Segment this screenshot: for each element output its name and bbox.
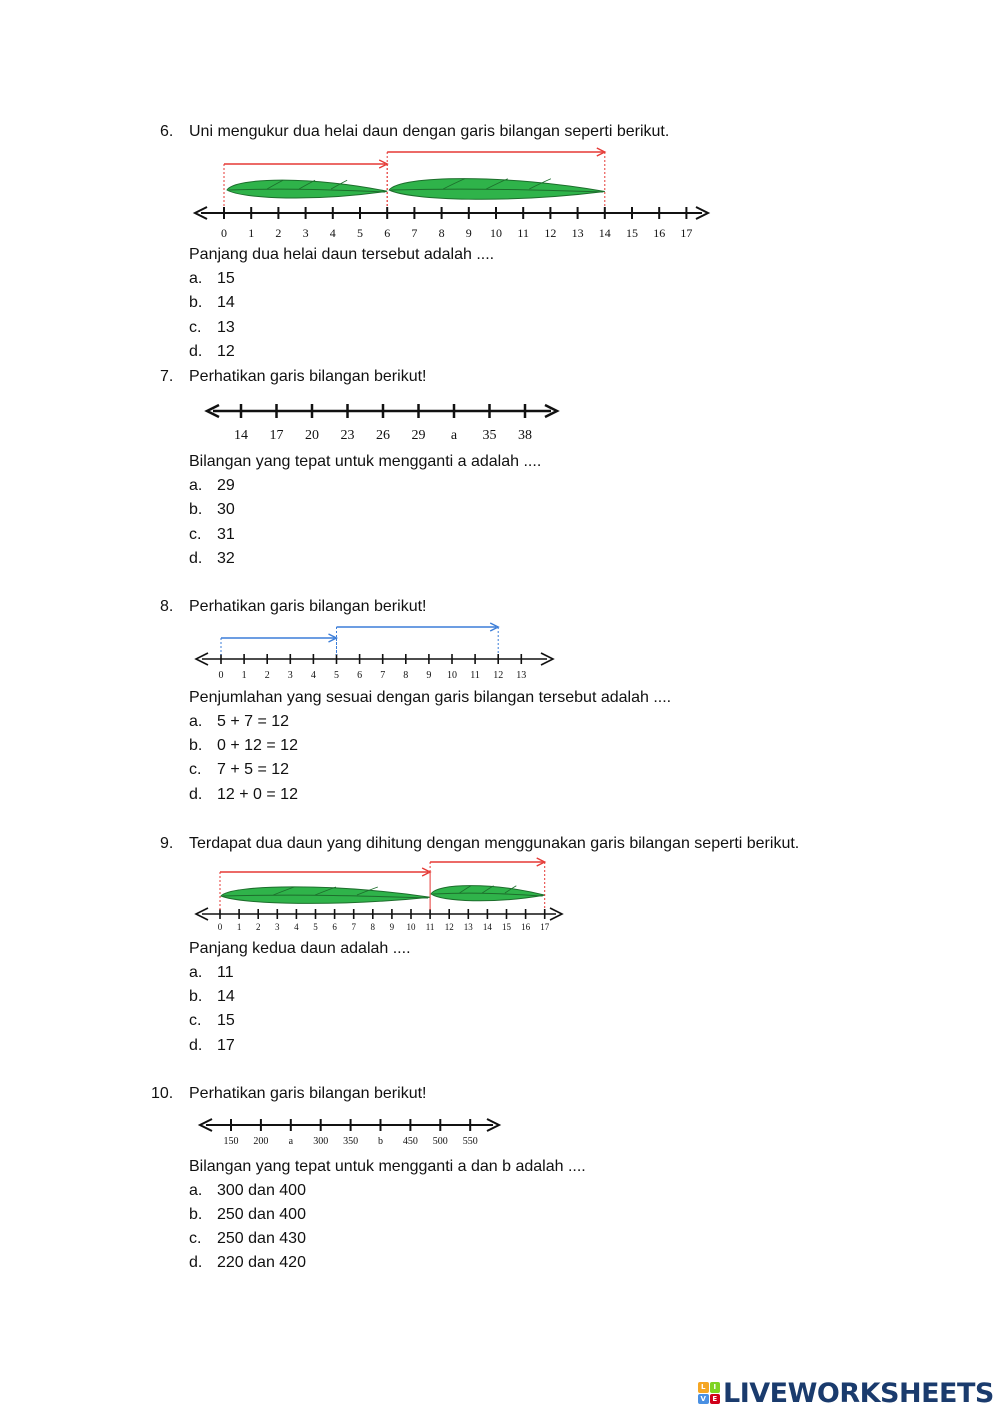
- question-text: Bilangan yang tepat untuk mengganti a adalah ....: [189, 453, 542, 470]
- answer-option[interactable]: [189, 1254, 306, 1272]
- option-letter: b.: [189, 501, 203, 518]
- option-letter: a.: [189, 964, 203, 981]
- tick-label: 20: [305, 428, 319, 443]
- question-prompt: Perhatikan garis bilangan berikut!: [189, 368, 427, 385]
- tick-label: 11: [425, 922, 435, 932]
- tick-label: 14: [598, 226, 611, 240]
- option-text: 14: [217, 294, 235, 311]
- option-text: 12: [217, 343, 235, 360]
- answer-option[interactable]: [189, 526, 235, 544]
- option-letter: b.: [189, 294, 203, 311]
- tick-label: 12: [544, 226, 557, 240]
- option-text: 220 dan 420: [217, 1254, 306, 1271]
- tick-label: 3: [302, 226, 309, 240]
- option-text: 15: [217, 1012, 235, 1029]
- option-letter: a.: [189, 713, 203, 730]
- option-text: 5 + 7 = 12: [217, 713, 290, 730]
- answer-option[interactable]: [189, 1012, 235, 1030]
- option-letter: b.: [189, 988, 203, 1005]
- question-text: Penjumlahan yang sesuai dengan garis bilangan tersebut adalah ....: [189, 689, 672, 706]
- tick-label: 1: [236, 922, 242, 932]
- answer-option[interactable]: [189, 1230, 306, 1248]
- answer-option[interactable]: [189, 1206, 306, 1224]
- option-letter: c.: [189, 1012, 202, 1029]
- tick-label: 1: [241, 670, 247, 681]
- tick-label: 200: [253, 1136, 269, 1147]
- option-text: 30: [217, 501, 235, 518]
- answer-option[interactable]: [189, 964, 234, 982]
- tick-label: 6: [384, 226, 391, 240]
- tick-label: 3: [287, 670, 293, 681]
- option-text: 32: [217, 550, 235, 567]
- option-text: 300 dan 400: [217, 1182, 306, 1199]
- option-text: 12 + 0 = 12: [217, 786, 298, 803]
- tick-label: 550: [462, 1136, 478, 1147]
- tick-label: 9: [389, 922, 395, 932]
- option-letter: d.: [189, 550, 203, 567]
- tick-label: 12: [444, 922, 454, 932]
- answer-option[interactable]: [189, 988, 235, 1006]
- answer-option[interactable]: [189, 343, 235, 361]
- tick-label: 4: [294, 922, 299, 932]
- tick-label: 2: [264, 670, 270, 681]
- tick-label: 300: [313, 1136, 329, 1147]
- tick-label: 23: [340, 428, 355, 443]
- option-text: 15: [217, 270, 235, 287]
- logo-mark-icon: L I V E: [698, 1382, 720, 1404]
- tick-label: 17: [680, 226, 693, 240]
- tick-label: 14: [482, 922, 492, 932]
- tick-label: 3: [275, 922, 280, 932]
- tick-label: 350: [343, 1136, 359, 1147]
- option-text: 0 + 12 = 12: [217, 737, 298, 754]
- tick-label: a: [288, 1136, 294, 1147]
- tick-label: 16: [521, 922, 531, 932]
- tick-label: 8: [403, 670, 409, 681]
- tick-label: 15: [626, 226, 638, 240]
- question-prompt: Perhatikan garis bilangan berikut!: [189, 1085, 427, 1102]
- tick-label: a: [450, 428, 458, 443]
- answer-option[interactable]: [189, 1037, 235, 1055]
- option-text: 31: [217, 526, 235, 543]
- tick-label: 17: [540, 922, 550, 932]
- option-text: 14: [217, 988, 235, 1005]
- question-text: Panjang dua helai daun tersebut adalah ....: [189, 246, 495, 263]
- option-text: 250 dan 400: [217, 1206, 306, 1223]
- tick-label: 14: [234, 428, 248, 443]
- question-number: 6.: [160, 123, 174, 140]
- option-text: 13: [217, 319, 235, 336]
- number-line-figure: [0, 1112, 1000, 1156]
- option-letter: c.: [189, 319, 202, 336]
- tick-label: 11: [517, 226, 529, 240]
- tick-label: b: [378, 1136, 383, 1147]
- answer-option[interactable]: [189, 786, 298, 804]
- tick-label: 500: [432, 1136, 448, 1147]
- tick-label: 10: [490, 226, 502, 240]
- number-line-figure: [0, 852, 1000, 938]
- tick-label: 15: [502, 922, 511, 932]
- question-number: 7.: [160, 368, 174, 385]
- tick-label: 7: [380, 670, 386, 681]
- option-letter: b.: [189, 737, 203, 754]
- tick-label: 10: [447, 670, 457, 681]
- liveworksheets-logo[interactable]: [698, 1378, 994, 1408]
- tick-label: 29: [411, 428, 426, 443]
- tick-label: 4: [310, 670, 316, 681]
- tick-label: 13: [463, 922, 473, 932]
- answer-option[interactable]: [189, 270, 235, 288]
- answer-option[interactable]: [189, 550, 235, 568]
- tick-label: 13: [516, 670, 527, 681]
- number-line-figure: [0, 615, 1000, 687]
- tick-label: 1: [248, 226, 255, 240]
- tick-label: 0: [217, 922, 223, 932]
- tick-label: 7: [351, 922, 356, 932]
- option-letter: b.: [189, 1206, 203, 1223]
- tick-label: 26: [376, 428, 390, 443]
- question-prompt: Terdapat dua daun yang dihitung dengan menggunakan garis bilangan seperti berikut.: [189, 835, 800, 852]
- option-letter: a.: [189, 270, 203, 287]
- tick-label: 6: [357, 670, 363, 681]
- tick-label: 9: [465, 226, 472, 240]
- tick-label: 6: [332, 922, 337, 932]
- question-number: 8.: [160, 598, 174, 615]
- option-text: 250 dan 430: [217, 1230, 306, 1247]
- tick-label: 12: [493, 670, 504, 681]
- tick-label: 9: [426, 670, 432, 681]
- question-text: Bilangan yang tepat untuk mengganti a dan b adalah ....: [189, 1158, 586, 1175]
- answer-option[interactable]: [189, 501, 235, 519]
- tick-label: 38: [518, 428, 532, 443]
- option-text: 11: [217, 964, 234, 981]
- option-letter: d.: [189, 343, 203, 360]
- answer-option[interactable]: [189, 477, 235, 495]
- answer-option[interactable]: [189, 1182, 306, 1200]
- answer-option[interactable]: [189, 761, 289, 779]
- option-text: 7 + 5 = 12: [217, 761, 290, 778]
- option-letter: c.: [189, 1230, 202, 1247]
- tick-label: 16: [653, 226, 666, 240]
- tick-label: 7: [411, 226, 418, 240]
- tick-label: 35: [482, 428, 497, 443]
- tick-label: 13: [571, 226, 584, 240]
- answer-option[interactable]: [189, 737, 298, 755]
- question-number: 9.: [160, 835, 174, 852]
- tick-label: 0: [218, 670, 224, 681]
- tick-label: 0: [221, 226, 227, 240]
- option-letter: a.: [189, 1182, 203, 1199]
- option-letter: d.: [189, 1254, 203, 1271]
- tick-label: 17: [269, 428, 284, 443]
- tick-label: 2: [275, 226, 282, 240]
- answer-option[interactable]: [189, 294, 235, 312]
- question-text: Panjang kedua daun adalah ....: [189, 940, 411, 957]
- tick-label: 5: [334, 670, 339, 681]
- tick-label: 11: [470, 670, 480, 681]
- option-letter: c.: [189, 526, 202, 543]
- number-line-figure: [0, 140, 1000, 245]
- tick-label: 8: [438, 226, 445, 240]
- option-text: 29: [217, 477, 235, 494]
- tick-label: 8: [370, 922, 376, 932]
- tick-label: 4: [329, 226, 336, 240]
- option-text: 17: [217, 1037, 235, 1054]
- option-letter: d.: [189, 1037, 203, 1054]
- answer-option[interactable]: [189, 319, 235, 337]
- question-number: 10.: [151, 1085, 174, 1102]
- leaf-icon: [389, 179, 605, 200]
- option-letter: d.: [189, 786, 203, 803]
- tick-label: 2: [255, 922, 261, 932]
- tick-label: 5: [313, 922, 318, 932]
- question-prompt: Uni mengukur dua helai daun dengan garis bilangan seperti berikut.: [189, 123, 670, 140]
- answer-option[interactable]: [189, 713, 289, 731]
- option-letter: c.: [189, 761, 202, 778]
- tick-label: 150: [223, 1136, 239, 1147]
- question-prompt: Perhatikan garis bilangan berikut!: [189, 598, 427, 615]
- tick-label: 450: [402, 1136, 418, 1147]
- tick-label: 10: [406, 922, 416, 932]
- option-letter: a.: [189, 477, 203, 494]
- tick-label: 5: [357, 226, 363, 240]
- logo-text: LIVEWORKSHEETS: [723, 1377, 994, 1409]
- number-line-figure: [0, 396, 1000, 451]
